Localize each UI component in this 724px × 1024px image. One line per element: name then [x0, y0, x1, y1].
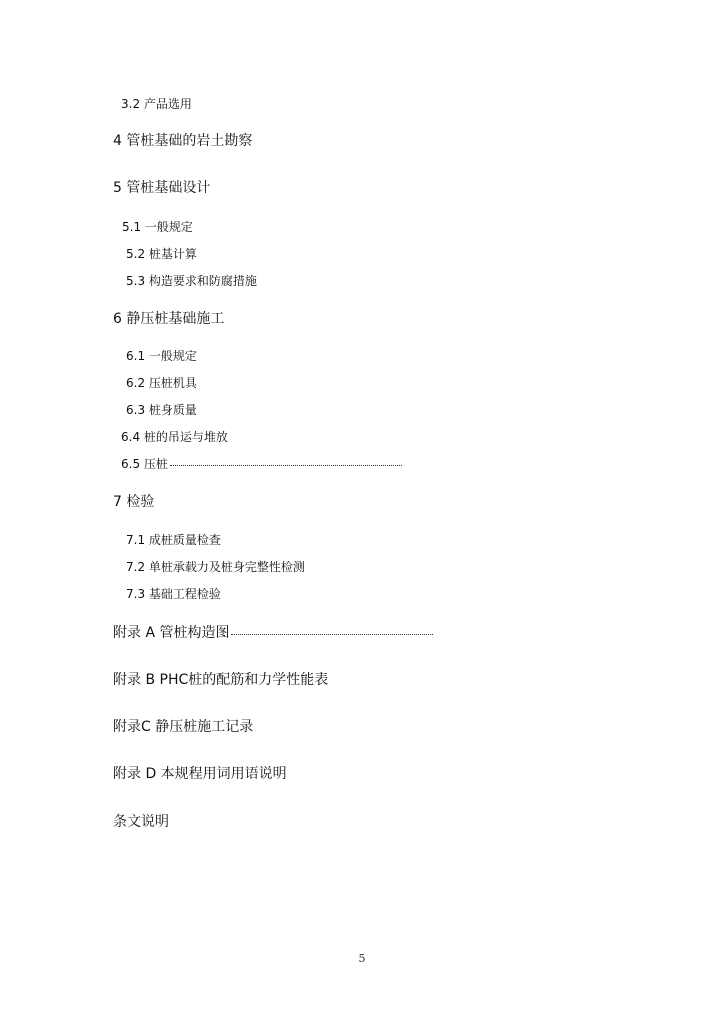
toc-entry-label: 7 检验	[113, 494, 155, 510]
toc-entry-label: 条文说明	[113, 814, 169, 830]
dot-leader	[231, 634, 433, 635]
toc-entry-appendix-c	[113, 720, 253, 734]
toc-entry-label: 6.1 一般规定	[126, 349, 197, 363]
toc-entry-5-2	[126, 248, 197, 260]
toc-entry-6-1	[126, 350, 197, 362]
toc-entry-label: 5 管桩基础设计	[113, 180, 211, 196]
toc-entry-label: 附录 D 本规程用词用语说明	[113, 766, 287, 782]
toc-entry-3-2	[121, 98, 192, 110]
toc-entry-6-2	[126, 377, 197, 389]
toc-entry-label: 6.5 压桩	[121, 457, 168, 471]
toc-entry-label: 5.3 构造要求和防腐措施	[126, 274, 257, 288]
toc-entry-label: 5.2 桩基计算	[126, 247, 197, 261]
toc-entry-explanation	[113, 815, 169, 829]
toc-entry-label: 6.4 桩的吊运与堆放	[121, 430, 228, 444]
toc-entry-label: 7.1 成桩质量检查	[126, 533, 221, 547]
toc-entry-label: 附录 A 管桩构造图	[113, 625, 230, 641]
toc-entry-5-3	[126, 275, 257, 287]
toc-entry-label: 6 静压桩基础施工	[113, 311, 225, 327]
toc-entry-label: 4 管桩基础的岩土勘察	[113, 133, 253, 149]
toc-entry-7-2	[126, 561, 305, 573]
toc-entry-appendix-d	[113, 767, 287, 781]
toc-entry-label: 7.3 基础工程检验	[126, 587, 221, 601]
page-number: 5	[358, 952, 366, 965]
toc-entry-5-1	[122, 221, 193, 233]
toc-entry-label: 3.2 产品选用	[121, 97, 192, 111]
toc-entry-label: 7.2 单桩承载力及桩身完整性检测	[126, 560, 305, 574]
toc-entry-7-1	[126, 534, 221, 546]
toc-entry-chapter-4	[113, 134, 252, 148]
toc-entry-6-5	[121, 458, 402, 470]
toc-entry-chapter-7	[113, 495, 154, 509]
toc-entry-7-3	[126, 588, 221, 600]
toc-entry-6-3	[126, 404, 197, 416]
dot-leader	[170, 465, 402, 466]
toc-entry-label: 附录C 静压桩施工记录	[113, 719, 254, 735]
toc-entry-appendix-a	[113, 626, 433, 640]
toc-entry-6-4	[121, 431, 228, 443]
toc-entry-label: 附录 B PHC桩的配筋和力学性能表	[113, 672, 329, 688]
toc-entry-appendix-b	[113, 673, 328, 687]
toc-entry-label: 6.2 压桩机具	[126, 376, 197, 390]
toc-entry-label: 6.3 桩身质量	[126, 403, 197, 417]
toc-entry-chapter-6	[113, 312, 224, 326]
toc-entry-chapter-5	[113, 181, 210, 195]
toc-entry-label: 5.1 一般规定	[122, 220, 193, 234]
